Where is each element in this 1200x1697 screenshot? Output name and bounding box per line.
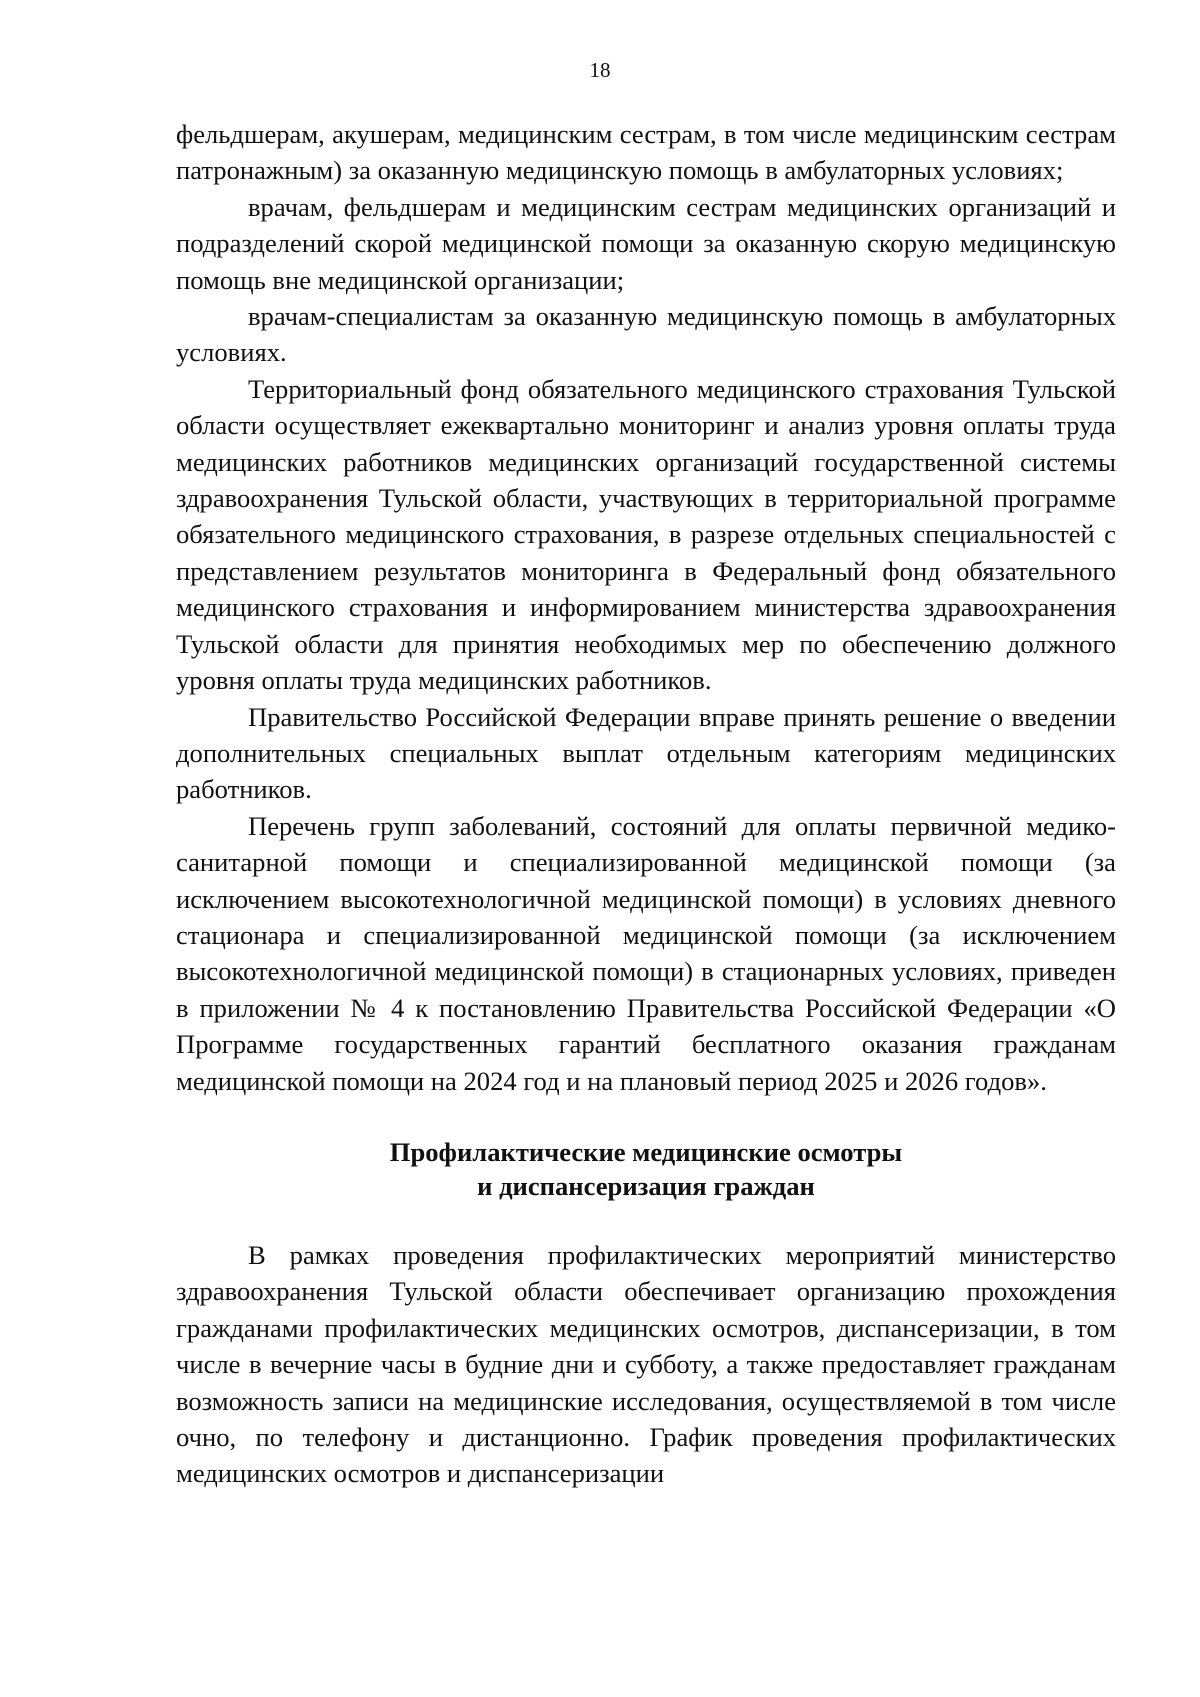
paragraph-1: фельдшерам, акушерам, медицинским сестрам, в том числе медицинским сестрам патронажным) за оказанную медицинскую помощь в амбулаторных условиях; (176, 119, 1116, 186)
paragraph-2: врачам, фельдшерам и медицинским сестрам медицинских организаций и подразделений скорой медицинской помощи за оказанную скорую медицинскую помощь вне медицинской организации; (176, 191, 1116, 295)
page-number: 18 (589, 58, 611, 82)
paragraph-3: врачам-специалистам за оказанную медицинскую помощь в амбулаторных условиях. (176, 301, 1116, 368)
paragraph-5: Правительство Российской Федерации вправе принять решение о введении дополнительных специальных выплат отдельным категориям медицинских работников. (176, 701, 1116, 805)
paragraph-4: Территориальный фонд обязательного медицинского страхования Тульской области осуществляет ежеквартально мониторинг и анализ уровня оплаты труда медицинских работников медицинских организаций государственной системы здравоохранения Тульской области, участвующих в территориальной программе обязательного медицинского страхования, в разрезе отдельных специальностей с представлением результатов мониторинга в Федеральный фонд обязательного медицинского страхования и информированием министерства здравоохранения Тульской области для принятия необходимых мер по обеспечению должного уровня оплаты труда медицинских работников. (176, 373, 1116, 696)
document-body (176, 116, 1116, 1492)
paragraph-7: В рамках проведения профилактических мероприятий министерство здравоохранения Тульской области обеспечивает организацию прохождения гражданами профилактических медицинских осмотров, диспансеризации, в том числе в вечерние часы в будние дни и субботу, а также предоставляет гражданам возможность записи на медицинские исследования, осуществляемой в том числе очно, по телефону и дистанционно. График проведения профилактических медицинских осмотров и диспансеризации (176, 1239, 1116, 1489)
section-heading-line-1: Профилактические медицинские осмотры (389, 1136, 903, 1167)
section-heading (176, 1135, 1116, 1203)
paragraph-6: Перечень групп заболеваний, состояний для оплаты первичной медико-санитарной помощи и специализированной медицинской помощи (за исключением высокотехнологичной медицинской помощи) в условиях дневного стационара и специализированной медицинской помощи (за исключением высокотехнологичной медицинской помощи) в стационарных условиях, приведен в приложении № 4 к постановлению Правительства Российской Федерации «О Программе государственных гарантий бесплатного оказания гражданам медицинской помощи на 2024 год и на плановый период 2025 и 2026 годов». (176, 810, 1116, 1096)
section-heading-line-2: и диспансеризация граждан (477, 1170, 815, 1201)
